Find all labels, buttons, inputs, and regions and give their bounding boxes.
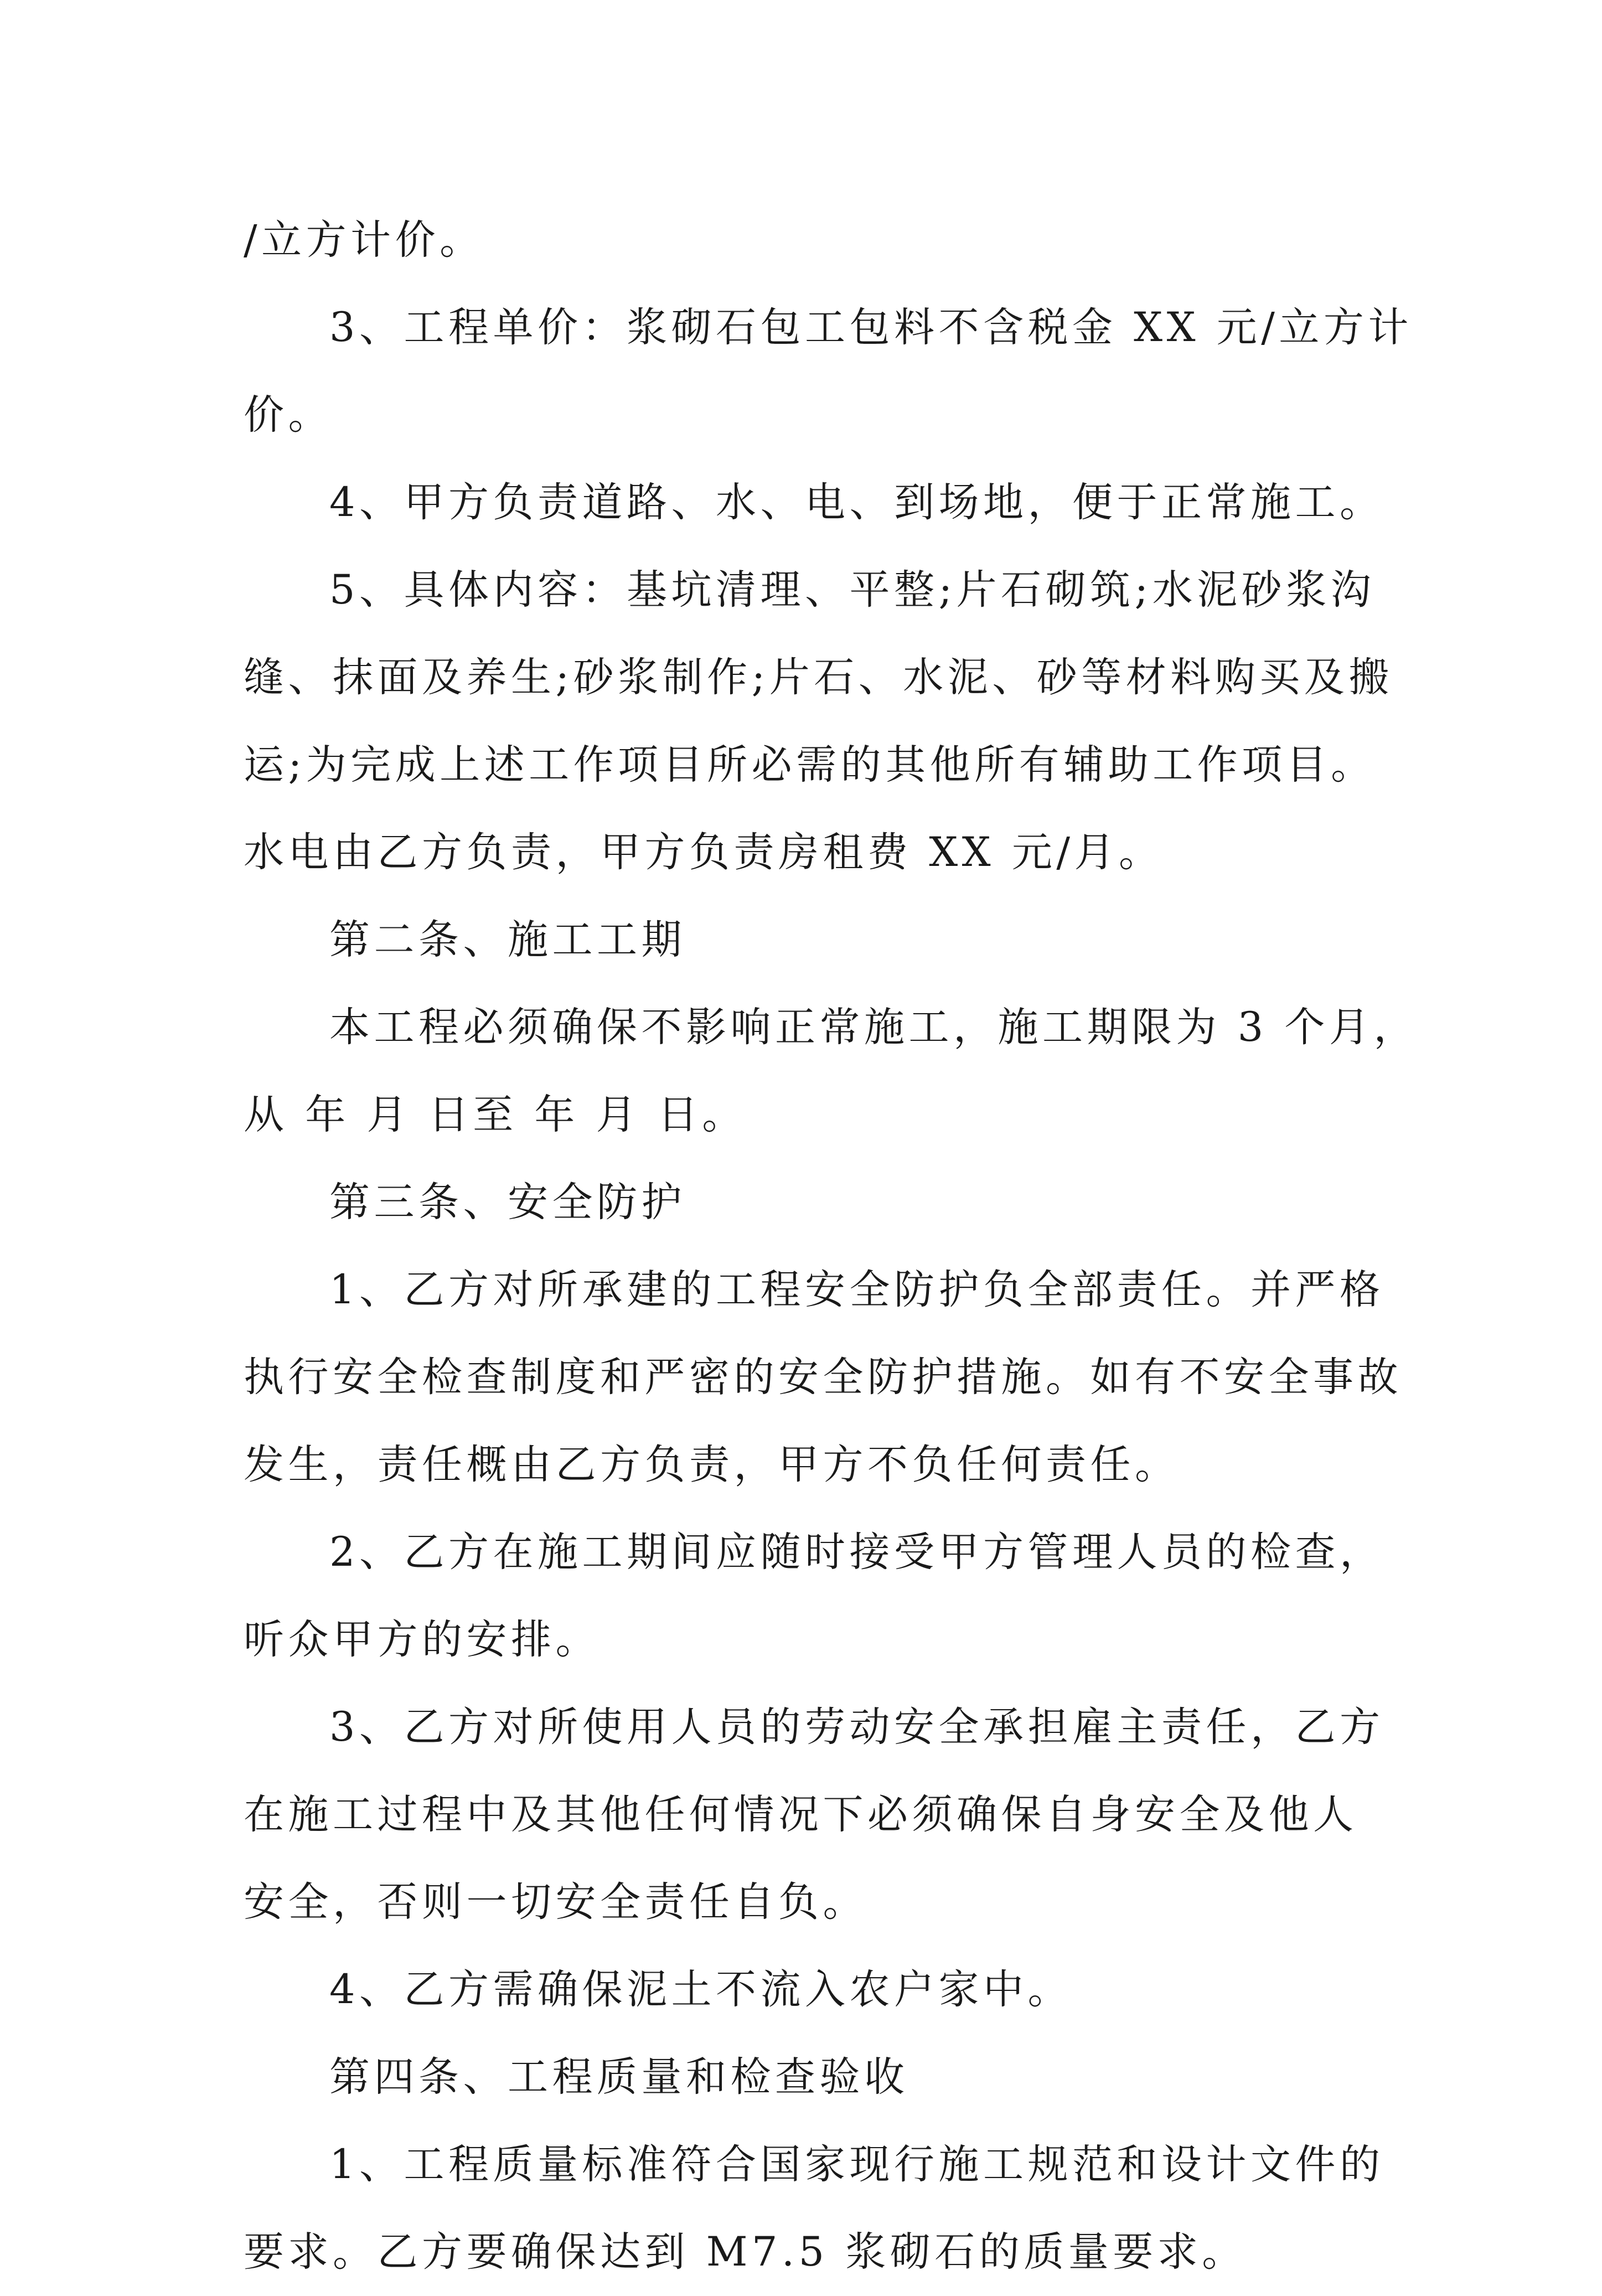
text-line: 在施工过程中及其他任何情况下必须确保自身安全及他人 <box>244 1791 1358 1838</box>
section-heading: 第二条、施工工期 <box>329 916 686 963</box>
text-line: 本工程必须确保不影响正常施工，施工期限为 3 个月， <box>329 1004 1418 1051</box>
text-line: 安全，否则一切安全责任自负。 <box>244 1879 867 1926</box>
text-line: 4、乙方需确保泥土不流入农户家中。 <box>329 1966 1072 2013</box>
text-line: 5、具体内容：基坑清理、平整;片石砌筑;水泥砂浆沟 <box>329 566 1376 613</box>
text-line: 听众甲方的安排。 <box>244 1616 600 1663</box>
text-line: 要求。乙方要确保达到 M7.5 浆砌石的质量要求。 <box>244 2228 1247 2276</box>
text-line: 运;为完成上述工作项目所必需的其他所有辅助工作项目。 <box>244 741 1376 788</box>
text-line: 1、工程质量标准符合国家现行施工规范和设计文件的 <box>329 2141 1384 2188</box>
text-line: 4、甲方负责道路、水、电、到场地，便于正常施工。 <box>329 479 1384 526</box>
document-body <box>244 197 1418 2296</box>
text-line: 1、乙方对所承建的工程安全防护负全部责任。并严格 <box>329 1266 1384 1313</box>
section-heading: 第四条、工程质量和检查验收 <box>329 2053 909 2101</box>
text-line: 执行安全检查制度和严密的安全防护措施。如有不安全事故 <box>244 1354 1402 1401</box>
text-line: 3、工程单价：浆砌石包工包料不含税金 XX 元/立方计 <box>329 304 1413 351</box>
text-line: 缝、抹面及养生;砂浆制作;片石、水泥、砂等材料购买及搬 <box>244 654 1393 701</box>
section-heading: 第三条、安全防护 <box>329 1179 686 1226</box>
text-line: /立方计价。 <box>244 216 484 264</box>
text-line: 发生，责任概由乙方负责，甲方不负任何责任。 <box>244 1441 1180 1488</box>
text-line: 3、乙方对所使用人员的劳动安全承担雇主责任，乙方 <box>329 1704 1384 1751</box>
text-line: 从 年 月 日至 年 月 日。 <box>244 1091 747 1138</box>
text-line: 2、乙方在施工期间应随时接受甲方管理人员的检查， <box>329 1529 1384 1576</box>
text-line: 水电由乙方负责，甲方负责房租费 XX 元/月。 <box>244 829 1164 876</box>
text-line: 价。 <box>244 391 333 438</box>
